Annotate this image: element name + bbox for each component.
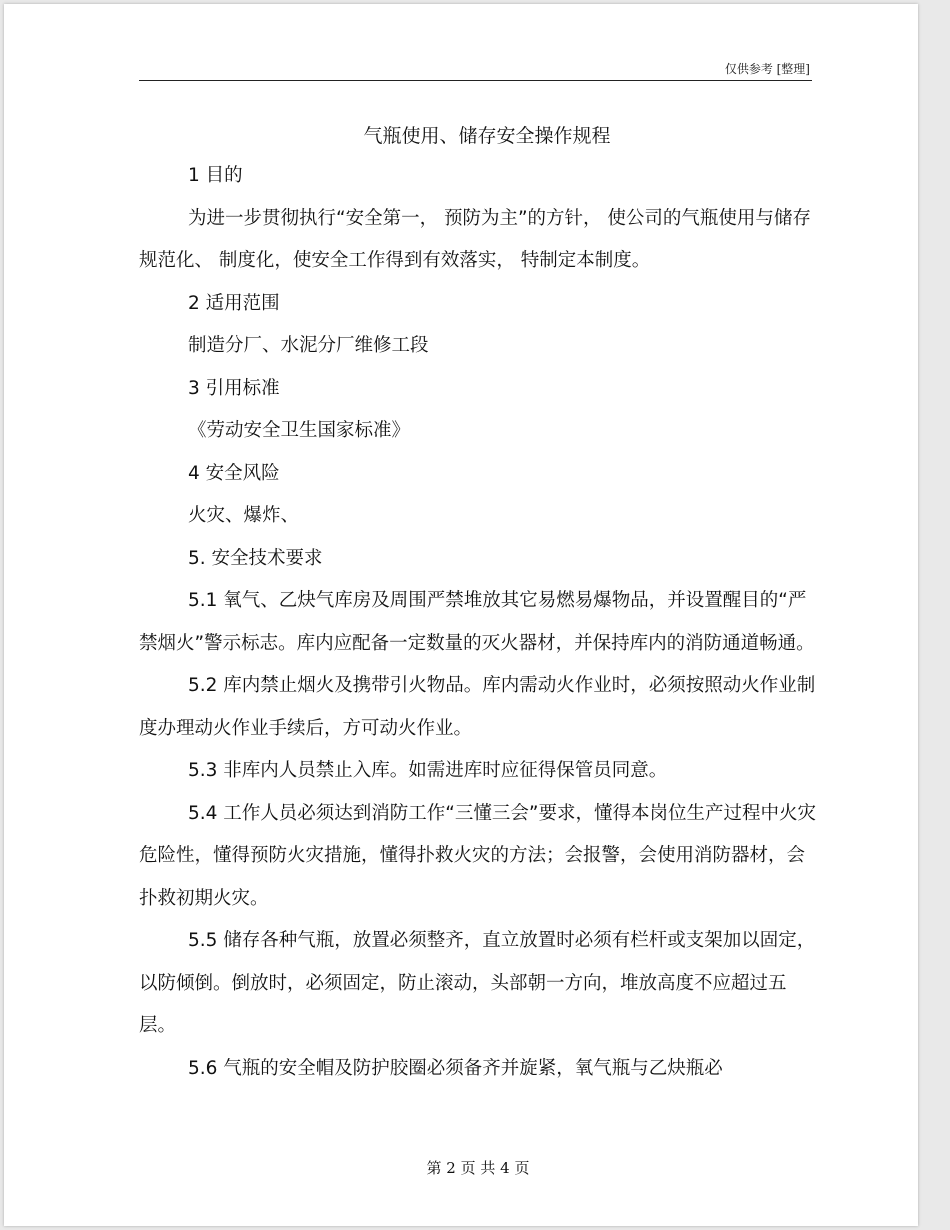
clause-5-2: 5.2 库内禁止烟火及携带引火物品。库内需动火作业时，必须按照动火作业制度办理动火作业手续后，方可动火作业。 bbox=[139, 675, 816, 739]
page-number: 第 2 页 共 4 页 bbox=[426, 1159, 530, 1177]
document-body bbox=[139, 155, 819, 1090]
header-divider bbox=[139, 80, 812, 81]
section-5-heading: 5. 安全技术要求 bbox=[188, 547, 323, 569]
clause-5-1: 5.1 氧气、乙炔气库房及周围严禁堆放其它易燃易爆物品，并设置醒目的“严禁烟火”警示标志。库内应配备一定数量的灭火器材，并保持库内的消防通道畅通。 bbox=[139, 590, 815, 654]
document-title: 气瓶使用、储存安全操作规程 bbox=[363, 125, 611, 147]
section-3-body: 《劳动安全卫生国家标准》 bbox=[188, 420, 411, 441]
section-4-body: 火灾、爆炸、 bbox=[188, 505, 300, 526]
section-3-heading: 3 引用标准 bbox=[188, 377, 280, 399]
section-4-heading: 4 安全风险 bbox=[188, 462, 280, 484]
clause-5-4: 5.4 工作人员必须达到消防工作“三懂三会”要求，懂得本岗位生产过程中火灾危险性，懂得预防火灾措施，懂得扑救火灾的方法；会报警，会使用消防器材，会扑救初期火灾。 bbox=[139, 802, 816, 909]
section-2-heading: 2 适用范围 bbox=[188, 292, 280, 314]
section-1-heading: 1 目的 bbox=[188, 165, 243, 186]
section-2-body: 制造分厂、水泥分厂维修工段 bbox=[188, 335, 429, 356]
header-note: 仅供参考 [整理] bbox=[724, 62, 810, 76]
clause-5-6: 5.6 气瓶的安全帽及防护胶圈必须备齐并旋紧，氧气瓶与乙炔瓶必 bbox=[188, 1057, 723, 1079]
clause-5-5: 5.5 储存各种气瓶，放置必须整齐，直立放置时必须有栏杆或支架加以固定，以防倾倒。倒放时，必须固定，防止滚动，头部朝一方向，堆放高度不应超过五层。 bbox=[139, 930, 816, 1036]
document-page bbox=[4, 4, 918, 1226]
section-1-body: 为进一步贯彻执行“安全第一， 预防为主”的方针， 使公司的气瓶使用与储存规范化、 制度化，使安全工作得到有效落实， 特制定本制度。 bbox=[139, 207, 811, 271]
clause-5-3: 5.3 非库内人员禁止入库。如需进库时应征得保管员同意。 bbox=[188, 760, 668, 781]
